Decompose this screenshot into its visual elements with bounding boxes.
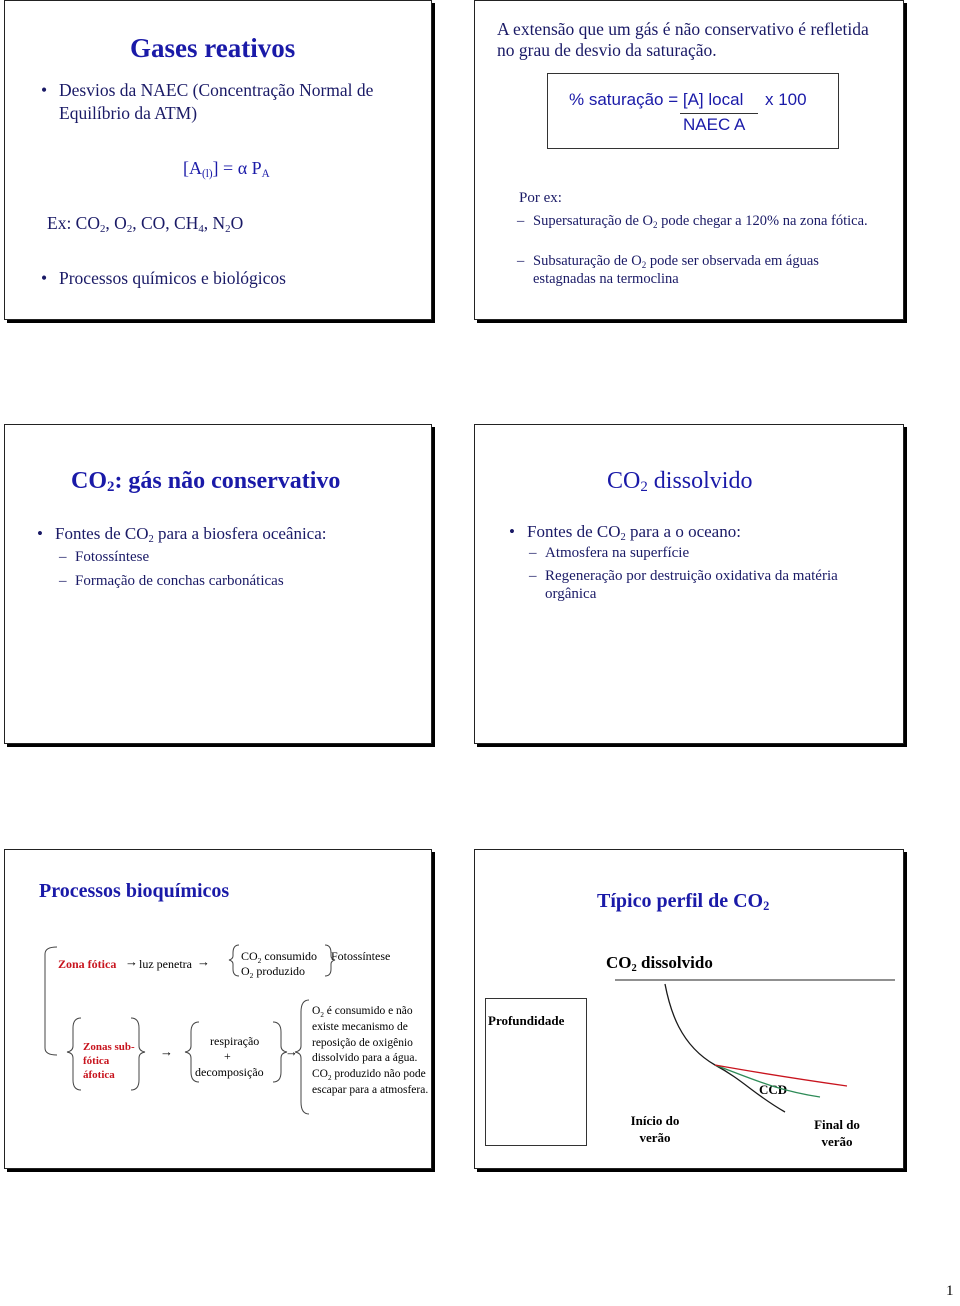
plus-sign: + — [224, 1049, 231, 1063]
item-supersaturacao: – Supersaturação de $O_2$ pode chegar a 120% na zona fótica. — [533, 212, 883, 230]
slide-gases-reativos — [4, 0, 432, 320]
luz-penetra-label: luz penetra — [139, 957, 192, 971]
fotossintese-label: Fotossíntese — [331, 949, 391, 963]
slide-title: $CO_2$: gás não conservativo — [71, 468, 341, 495]
page-number: 1 — [946, 1283, 954, 1299]
curve-black — [665, 984, 788, 1112]
por-ex-label: Por ex: — [519, 190, 562, 206]
slide-title: Típico perfil de $CO_2$ — [597, 890, 770, 913]
fraction-line — [680, 113, 758, 114]
bullet-processos: • Processos químicos e biológicos — [59, 268, 286, 289]
formula-box — [547, 73, 839, 149]
alpha-symbol: α — [237, 158, 248, 178]
formula-numerator: % saturação = [A] local — [569, 90, 744, 109]
intro-text: A extensão que um gás é não conservativo é refletida no grau de desvio da saturação. — [497, 19, 869, 60]
profile-curves — [475, 850, 905, 1170]
brace-lines — [5, 850, 433, 1170]
slide-perfil-co2 — [474, 849, 904, 1169]
sub-fotossintese: – Fotossíntese — [75, 549, 149, 566]
zonas-afoticas-label: Zonas sub-fótica áfotica — [83, 1041, 135, 1081]
decomposicao-label: decomposição — [195, 1065, 264, 1079]
slide-saturacao — [474, 0, 904, 320]
co2-consumido: $CO_2$ consumido — [241, 949, 318, 965]
curve-red — [715, 1065, 847, 1086]
formula-denominator: NAEC A — [683, 115, 746, 134]
respiracao-label: respiração — [210, 1034, 260, 1048]
slide-co2-dissolvido — [474, 424, 904, 744]
slide-co2-nao-conservativo — [4, 424, 432, 744]
inicio-verao-label: Início do verão — [630, 1113, 680, 1145]
ccd-label: CCD — [759, 1082, 788, 1097]
co2-dissolvido-header: $CO_2$ dissolvido — [606, 953, 713, 974]
result-text: $O_2$ é consumido e não existe mecanismo de reposição de oxigênio dissolvido para a água. $CO_2$ produzido não pode escapar para a atmosfera. — [312, 1005, 429, 1096]
sub-atmosfera: – Atmosfera na superfície — [545, 545, 689, 562]
curve-green — [715, 1065, 820, 1097]
o2-produzido: $O_2$ produzido — [241, 964, 306, 980]
zona-fotica-label: Zona fótica — [58, 957, 117, 971]
sub-regeneracao: – Regeneração por destruição oxidativa da matéria orgânica — [545, 567, 875, 603]
slide-processos-bioquimicos — [4, 849, 432, 1169]
formula-multiplier: x 100 — [765, 90, 807, 109]
arrow-icon: → — [160, 1044, 173, 1059]
profundidade-label: Profundidade — [488, 1013, 565, 1028]
equation-henry: $[A_{(l)}] = \alpha$ $P_A$ — [183, 158, 270, 180]
sub-conchas: – Formação de conchas carbonáticas — [75, 573, 284, 590]
bullet-desvios: • Desvios da NAEC (Concentração Normal de Equilíbrio da ATM) — [59, 79, 419, 125]
arrow-icon: → — [125, 954, 138, 969]
bullet-fontes: • Fontes de $CO_2$ para a biosfera oceânica: — [55, 524, 327, 544]
arrow-icon: → — [285, 1044, 298, 1059]
slide-title: $CO_2$ dissolvido — [607, 468, 753, 495]
example-gases: Ex: $CO_2$, $O_2$, CO, $CH_4$, $N_2O$ — [47, 213, 244, 235]
bullet-fontes: • Fontes de $CO_2$ para a o oceano: — [527, 522, 741, 542]
slide-title: Gases reativos — [130, 33, 296, 63]
item-subsaturacao: – Subsaturação de $O_2$ pode ser observada em águas estagnadas na termoclina — [533, 252, 883, 288]
final-verao-label: Final do verão — [814, 1117, 860, 1149]
arrow-icon: → — [197, 954, 210, 969]
slide-title: Processos bioquímicos — [39, 880, 230, 902]
